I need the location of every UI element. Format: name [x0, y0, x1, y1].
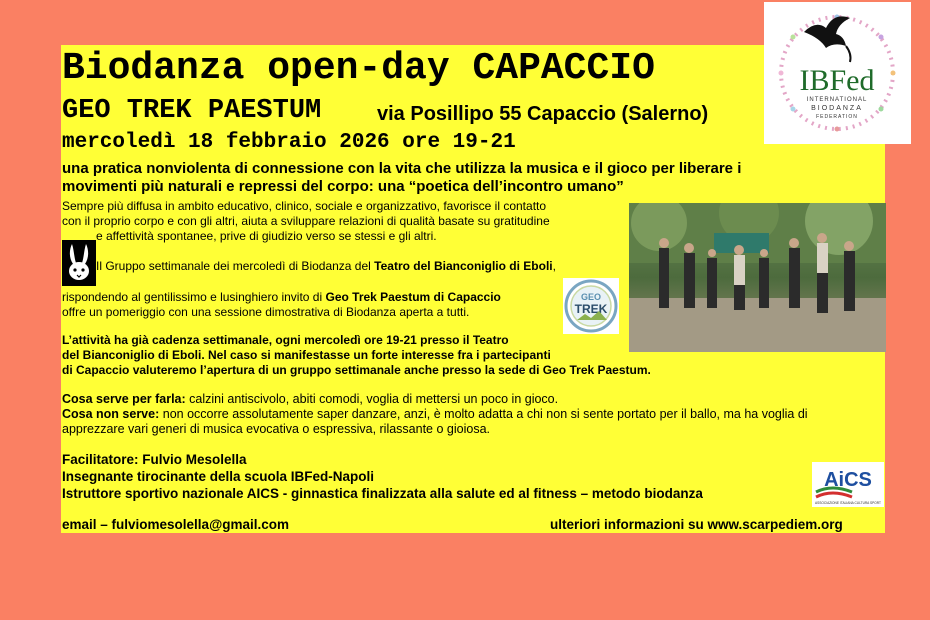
description-line-3: e affettività spontanee, prive di giudizio verso se stessi e gli altri. — [96, 229, 437, 243]
aics-logo-icon — [812, 462, 884, 507]
needs-serve: Cosa serve per farla: calzini antiscivolo, abiti comodi, voglia di mettersi un poco in gioco. — [62, 392, 559, 406]
weekly-line-2: del Bianconiglio di Eboli. Nel caso si manifestasse un forte interesse fra i partecipanti — [62, 348, 551, 362]
svg-text:FEDERATION: FEDERATION — [816, 114, 858, 120]
description — [62, 199, 550, 244]
facilitator-name: Facilitatore: Fulvio Mesolella — [62, 452, 247, 467]
geotrek-logo-icon — [563, 278, 619, 334]
group-line-3: offre un pomeriggio con una sessione dimostrativa di Biodanza aperta a tutti. — [62, 305, 470, 319]
needs-nonserve: Cosa non serve: non occorre assolutamente saper danzare, anzi, è molto adatta a chi non si sente portato per il ballo, ma ha voglia di — [62, 407, 808, 421]
website-link[interactable]: ulteriori informazioni su www.scarpediem.org — [550, 517, 843, 532]
facilitator-role: Insegnante tirocinante della scuola IBFed-Napoli — [62, 469, 375, 484]
weekly-text — [62, 333, 651, 378]
svg-text:AiCS: AiCS — [824, 469, 872, 491]
description-line-2: con il proprio corpo e con gli altri, aiuta a sviluppare relazioni di qualità basate su gratitudine — [62, 214, 550, 228]
weekly-line-3: di Capaccio valuteremo l’apertura di un gruppo settimanale anche presso la sede di Geo Trek Paestum. — [62, 363, 651, 377]
needs-text — [62, 392, 808, 437]
teatro-name: Teatro del Bianconiglio di Eboli — [374, 259, 553, 273]
intro-text — [62, 160, 741, 196]
contact-email[interactable]: email – fulviomesolella@gmail.com — [62, 517, 289, 532]
svg-text:GEO: GEO — [580, 292, 602, 302]
biodanza-group-photo — [629, 203, 886, 352]
geotrek-name: Geo Trek Paestum di Capaccio — [325, 290, 501, 304]
group-line-1: Il Gruppo settimanale dei mercoledì di Biodanza del Teatro del Bianconiglio di Eboli, — [96, 259, 556, 273]
facilitator-info — [62, 451, 703, 502]
svg-text:BIODANZA: BIODANZA — [811, 105, 863, 112]
description-line-1: Sempre più diffusa in ambito educativo, clinico, sociale e organizzativo, favorisce il contatto — [62, 199, 547, 213]
svg-text:TREK: TREK — [574, 302, 608, 316]
venue-name: GEO TREK PAESTUM — [62, 96, 322, 126]
intro-line-2: movimenti più naturali e repressi del corpo: una “poetica dell’incontro umano” — [62, 178, 624, 195]
svg-text:IBFed: IBFed — [799, 64, 875, 97]
intro-line-1: una pratica nonviolenta di connessione con la vita che utilizza la musica e il gioco per liberare i — [62, 160, 742, 177]
flyer-title: Biodanza open-day CAPACCIO — [62, 47, 655, 90]
facilitator-aics: Istruttore sportivo nazionale AICS - ginnastica finalizzata alla salute ed al fitness – metodo biodanza — [62, 486, 703, 501]
venue-address: via Posillipo 55 Capaccio (Salerno) — [377, 103, 709, 125]
weekly-line-1: L’attività ha già cadenza settimanale, ogni mercoledì ore 19-21 presso il Teatro — [62, 333, 509, 347]
svg-text:INTERNATIONAL: INTERNATIONAL — [806, 97, 868, 103]
needs-nonserve-line-2: apprezzare vari generi di musica evocativa o espressiva, rilassante o gioiosa. — [62, 422, 490, 436]
group-line-2: rispondendo al gentilissimo e lusinghiero invito di Geo Trek Paestum di Capaccio — [62, 290, 501, 304]
ibfed-logo — [764, 2, 911, 144]
group-text — [62, 290, 501, 320]
svg-text:ASSOCIAZIONE ITALIANA CULTURA: ASSOCIAZIONE ITALIANA CULTURA SPORT — [815, 501, 881, 505]
rabbit-logo-icon — [62, 240, 96, 286]
event-date: mercoledì 18 febbraio 2026 ore 19-21 — [62, 131, 516, 154]
